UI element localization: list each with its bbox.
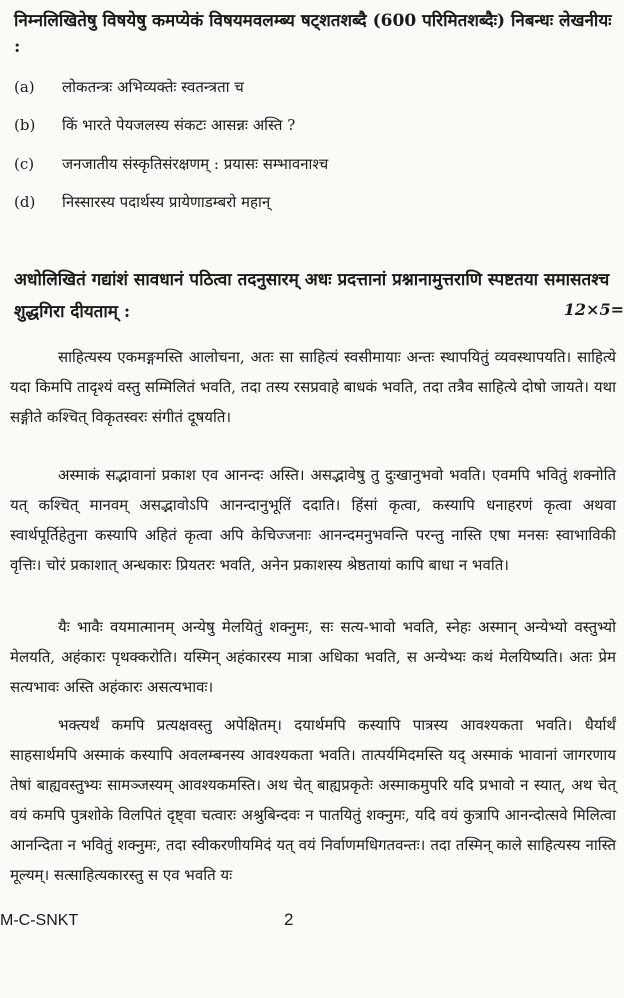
option-text: जनजातीय संस्कृतिसंरक्षणम् : प्रयासः सम्भावनाश्च [62,155,329,173]
essay-option-b [14,114,295,136]
paper-code: M-C-SNKT [0,912,79,929]
question-2-heading: अधोलिखितं गद्यांशं सावधानं पठित्वा तदनुसारम् अधः प्रदत्तानां प्रश्नानामुत्तराणि स्पष्टतया समासतश्च शुद्धगिरा दीयताम् : [14,270,610,322]
passage-paragraph-1: साहित्यस्य एकमङ्गमस्ति आलोचना, अतः सा साहित्यं स्वसीमायाः अन्तः स्थापयितुं व्यवस्थापयति। साहित्ये यदा किमपि तादृश्यं वस्तु सम्मिलितं भवति, तदा तस्य रसप्रवाहे बाधकं भवति, तदा तत्रैव साहित्ये दोषो जायते। यथा सङ्गीते कश्चित् विकृतस्वरः संगीतं दूषयति। [10,348,616,426]
option-label: (a) [14,78,35,96]
passage-paragraph-3: यैः भावैः वयमात्मानम् अन्येषु मेलयितुं शक्नुमः, सः सत्य-भावो भवति, स्नेहः अस्मान् अन्येभ्यो वस्तुभ्यो मेलयति, अहंकारः पृथक्करोति। यस्मिन् अहंकारस्य मात्रा अधिका भवति, स अन्येभ्यः कथं मेलयिष्यति। अतः प्रेम सत्यभावः अस्ति अहंकारः असत्यभावः। [10,618,616,696]
option-text: लोकतन्त्रः अभिव्यक्तेः स्वतन्त्रता च [62,78,244,96]
option-label: (d) [14,193,36,211]
option-label: (c) [14,155,35,173]
essay-option-d [14,191,270,213]
page-number: 2 [284,910,294,929]
option-text: किं भारते पेयजलस्य संकटः आसन्नः अस्ति ? [62,116,296,134]
passage-paragraph-2: अस्माकं सद्भावानां प्रकाश एव आनन्दः अस्ति। असद्भावेषु तु दुःखानुभवो भवति। एवमपि भवितुं शक्नोति यत् कश्चित् मानवम् असद्भावोऽपि आनन्दानुभूतिं ददाति। हिंसां कृत्वा, कस्यापि धनाहरणं कृत्वा अथवा स्वार्थपूर्तिहेतुना कस्यापि अहितं कृत्वा अपि केचिज्जनाः आनन्दमनुभवन्ति परन्तु नास्ति एषा मनसः स्वाभाविकी वृत्तिः। चोरं प्रकाशात् अन्धकारः प्रियतरः भवति, अनेन प्रकाशस्य श्रेष्ठतायां कापि बाधा न भवति। [10,466,616,574]
option-text: निस्सारस्य पदार्थस्य प्रायेणाडम्बरो महान् [62,193,271,211]
passage-paragraph-4: भक्त्यर्थं कमपि प्रत्यक्षवस्तु अपेक्षितम्। दयार्थमपि कस्यापि पात्रस्य आवश्यकता भवति। धैर्यार्थं साहसार्थमपि अस्माकं कस्यापि अवलम्बनस्य आवश्यकता भवति। तात्पर्यमिदमस्ति यद् अस्माकं भावानां जागरणाय तेषां बाह्यवस्तुभ्यः सामञ्जस्यम् आवश्यकमस्ति। अथ चेत् बाह्यप्रकृतेः अस्माकमुपरि यदि प्रभावो न स्यात्, अथ चेत् वयं कमपि पुत्रशोके विलपितं दृष्ट्वा चत्वारः अश्रुबिन्दवः न पातयितुं शक्नुमः, यदि वयं कुत्रापि आनन्दोत्सवे मिलित्वा आनन्दिता न भवितुं शक्नुमः, तदा स्वीकरणीयमिदं यत् वयं निर्वाणमधिगतवन्तः। तदा तस्मिन् काले साहित्यस्य नास्ति मूल्यम्। सत्साहित्यकारस्तु स एव भवति यः [10,716,616,884]
option-label: (b) [14,116,36,134]
essay-option-a [14,76,244,98]
essay-option-c [14,153,328,175]
question-1-heading: निम्नलिखितेषु विषयेषु कमप्येकं विषयमवलम्ब्य षट्शतशब्दै (600 परिमितशब्दैः) निबन्धः लेखनीयः : [14,11,612,57]
marks-label: 12×5= [563,300,624,319]
